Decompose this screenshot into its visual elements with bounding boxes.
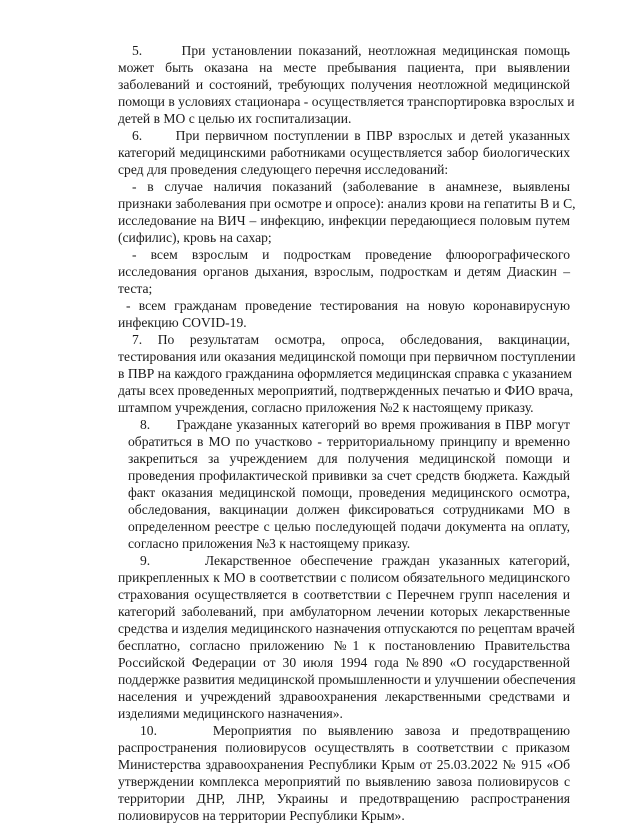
paragraph-5-line: заболеваний и состояний, требующих получения неотложной медицинской xyxy=(118,77,570,92)
paragraph-9-line: бесплатно, согласно приложению №1 к постановлению Правительства xyxy=(118,638,570,653)
paragraph-8-line: обследования, вакцинации должен фиксироваться сотрудниками МО в xyxy=(128,502,570,517)
paragraph-6-line: категорий медицинскими работниками осуществляется забор биологических xyxy=(118,145,570,160)
paragraph-7-line: даты всех проведенных мероприятий, подтвержденных печатью и ФИО врача, xyxy=(118,383,574,398)
paragraph-10-line: 10. Мероприятия по выявлению завоза и предотвращению xyxy=(140,723,570,738)
paragraph-6-line: сред для проведения следующего перечня исследований: xyxy=(118,162,449,177)
paragraph-9-line: категорий заболеваний, при амбулаторном лечении которых лекарственные xyxy=(118,604,570,619)
paragraph-7-line: в ПВР на каждого гражданина оформляется медицинская справка с указанием xyxy=(118,366,573,381)
paragraph-10-line: утверждении комплекса мероприятий по выявлению завоза полиовирусов с xyxy=(118,774,570,789)
paragraph-7-line: 7. По результатам осмотра, опроса, обследования, вакцинации, xyxy=(132,332,570,347)
paragraph-5-line: детей в МО с целью их госпитализации. xyxy=(118,111,352,126)
paragraph-9-line: страхования осуществляется в соответствии с Перечнем групп населения и xyxy=(118,587,570,602)
paragraph-6-line: 6. При первичном поступлении в ПВР взрослых и детей указанных xyxy=(132,128,570,143)
paragraph-8-line: обратиться в МО по участково - территориальному принципу и временно xyxy=(128,434,570,449)
paragraph-8-line: 8. Граждане указанных категорий во время проживания в ПВР могут xyxy=(140,417,570,432)
paragraph-9-line: Российской Федерации от 30 июля 1994 года №890 «О государственной xyxy=(118,655,570,670)
paragraph-7-line: тестирования или оказания медицинской помощи при первичном поступлении xyxy=(118,349,576,364)
paragraph-9-line: прикрепленных к МО в соответствии с полисом обязательного медицинского xyxy=(118,570,570,585)
bullet-tests-line: признаки заболевания при осмотре и опросе): анализ крови на гепатиты В и С, xyxy=(118,196,576,211)
paragraph-10-line: территории ДНР, ЛНР, Украины и предотвращению распространения xyxy=(118,791,570,806)
paragraph-9-line: 9. Лекарственное обеспечение граждан указанных категорий, xyxy=(140,553,570,568)
paragraph-9-line: населения и учреждений здравоохранения лекарственными средствами и xyxy=(118,689,570,704)
paragraph-10-line: Министерства здравоохранения Республики Крым от 25.03.2022 № 915 «Об xyxy=(118,757,570,772)
paragraph-8-line: согласно приложения №3 к настоящему приказу. xyxy=(128,536,411,551)
paragraph-5-line: 5. При установлении показаний, неотложная медицинская помощь xyxy=(132,43,570,58)
paragraph-9-line: средства и изделия медицинского назначения отпускаются по рецептам врачей xyxy=(118,621,575,636)
paragraph-10-line: распространения полиовирусов осуществлять в соответствии с приказом xyxy=(118,740,570,755)
bullet-tests-line: (сифилис), кровь на сахар; xyxy=(118,230,272,245)
paragraph-10-line: полиовирусов на территории Республики Крым». xyxy=(118,808,405,823)
paragraph-5-line: помощи в условиях стационара - осуществляется транспортировка взрослых и xyxy=(118,94,575,109)
bullet-covid-line: - всем гражданам проведение тестирования на новую коронавирусную xyxy=(126,298,570,313)
paragraph-8-line: определенном реестре с целью последующей подачи документа на оплату, xyxy=(128,519,570,534)
paragraph-8-line: проведения профилактической прививки за счет средств бюджета. Каждый xyxy=(128,468,570,483)
bullet-fluoro-line: - всем взрослым и подросткам проведение флюорографического xyxy=(132,247,570,262)
paragraph-8-line: факт оказания медицинской помощи, проведения медицинского осмотра, xyxy=(128,485,570,500)
paragraph-5-line: может быть оказана на месте пребывания пациента, при выявлении xyxy=(118,60,570,75)
paragraph-9-line: изделиями медицинского назначения». xyxy=(118,706,343,721)
bullet-fluoro-line: теста; xyxy=(118,281,153,296)
bullet-tests-line: - в случае наличия показаний (заболевание в анамнезе, выявлены xyxy=(132,179,570,194)
paragraph-9-line: поддержке развития медицинской промышленности и улучшении обеспечения xyxy=(118,672,576,687)
paragraph-7-line: штампом учреждения, согласно приложения №2 к настоящему приказу. xyxy=(118,400,534,415)
bullet-fluoro-line: исследования органов дыхания, взрослым, подросткам и детям Диаскин – xyxy=(118,264,570,279)
bullet-tests-line: исследование на ВИЧ – инфекцию, инфекции передающиеся половым путем xyxy=(118,213,570,228)
paragraph-8-line: закрепиться за учреждением для получения медицинской помощи и xyxy=(128,451,570,466)
bullet-covid-line: инфекцию COVID-19. xyxy=(118,315,247,330)
